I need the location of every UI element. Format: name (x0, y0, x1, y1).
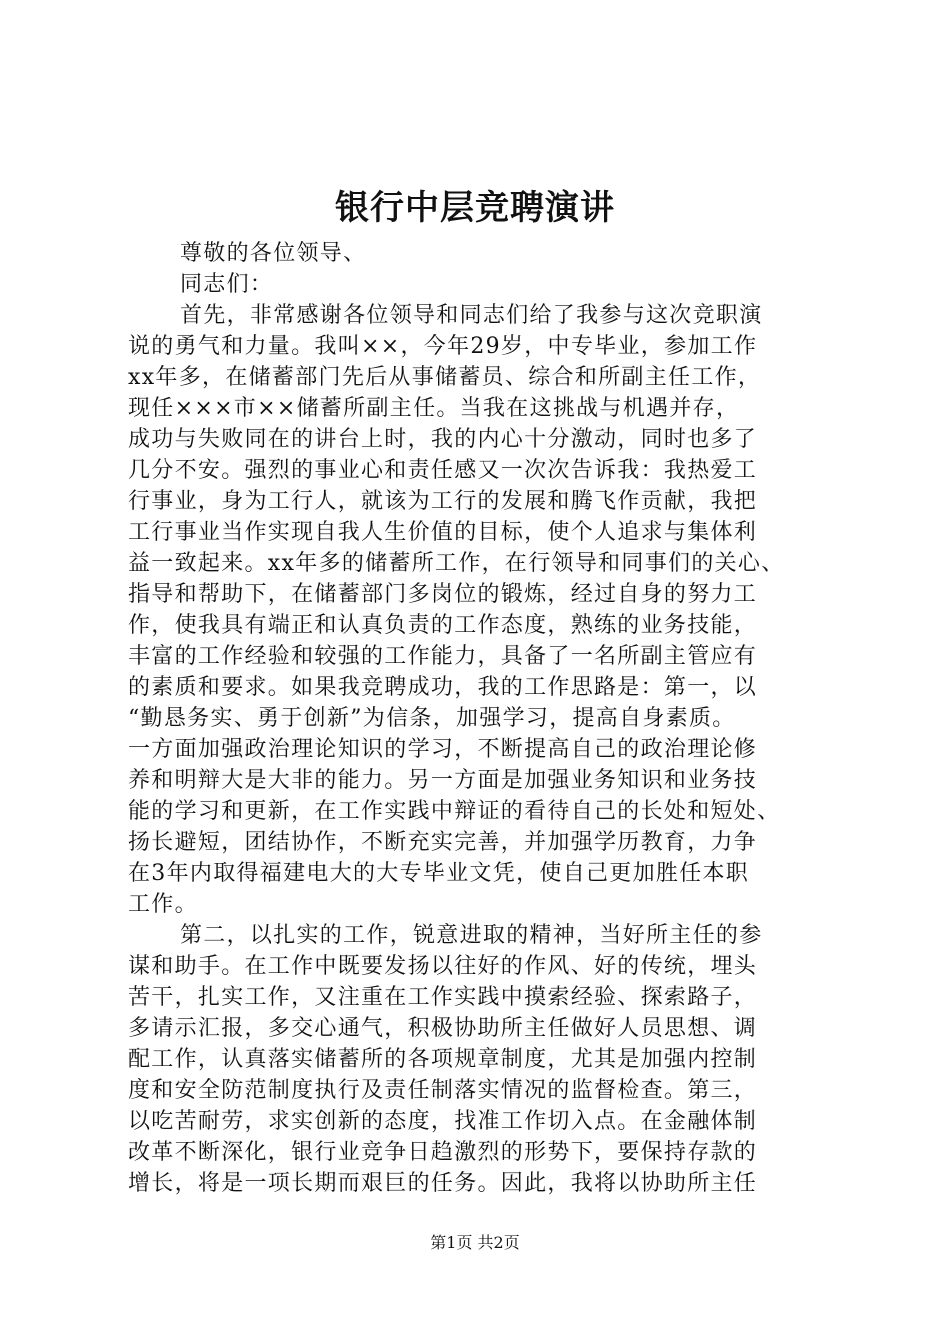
text-line: 尊敬的各位领导、 (180, 241, 367, 266)
text-line: 同志们： (180, 272, 274, 297)
text-line: 养和明辩大是大非的能力。另一方面是加强业务知识和业务技 (128, 768, 758, 793)
text-line: 成功与失败同在的讲台上时，我的内心十分激动，同时也多了 (128, 427, 758, 452)
text-line: 行事业，身为工行人，就该为工行的发展和腾飞作贡献，我把 (128, 489, 758, 514)
text-line: 丰富的工作经验和较强的工作能力，具备了一名所副主管应有 (128, 644, 758, 669)
text-line: 现任×××市××储蓄所副主任。当我在这挑战与机遇并存， (128, 396, 740, 421)
document-body (128, 238, 833, 1199)
text-line: 能的学习和更新，在工作实践中辩证的看待自己的长处和短处、 (128, 799, 781, 824)
text-line: 度和安全防范制度执行及责任制落实情况的监督检查。第三， (128, 1078, 758, 1103)
text-line: “勤恳务实、勇于创新”为信条，加强学习，提高自身素质。 (128, 706, 736, 731)
text-line: 第二，以扎实的工作，锐意进取的精神，当好所主任的参 (180, 923, 763, 948)
text-line: 工作。 (128, 892, 198, 917)
text-line: 首先，非常感谢各位领导和同志们给了我参与这次竞职演 (180, 303, 763, 328)
text-line: 多请示汇报，多交心通气，积极协助所主任做好人员思想、调 (128, 1016, 758, 1041)
text-line: 以吃苦耐劳，求实创新的态度，找准工作切入点。在金融体制 (128, 1109, 758, 1134)
text-line: 谋和助手。在工作中既要发扬以往好的作风、好的传统，埋头 (128, 954, 758, 979)
text-line: 作，使我具有端正和认真负责的工作态度，熟练的业务技能， (128, 613, 758, 638)
text-line: 扬长避短，团结协作，不断充实完善，并加强学历教育，力争 (128, 830, 758, 855)
text-line: 在3年内取得福建电大的大专毕业文凭，使自己更加胜任本职 (128, 861, 750, 886)
text-line: 益一致起来。xx年多的储蓄所工作，在行领导和同事们的关心、 (128, 551, 785, 576)
text-line: 的素质和要求。如果我竞聘成功，我的工作思路是：第一，以 (128, 675, 758, 700)
text-line: 指导和帮助下，在储蓄部门多岗位的锻炼，经过自身的努力工 (128, 582, 758, 607)
text-line: 说的勇气和力量。我叫××，今年29岁，中专毕业，参加工作 (128, 334, 758, 359)
document-title: 银行中层竞聘演讲 (335, 188, 615, 228)
text-line: 增长，将是一项长期而艰巨的任务。因此，我将以协助所主任 (128, 1171, 758, 1196)
text-line: 一方面加强政治理论知识的学习，不断提高自己的政治理论修 (128, 737, 758, 762)
text-line: 工行事业当作实现自我人生价值的目标，使个人追求与集体利 (128, 520, 758, 545)
text-line: 苦干，扎实工作，又注重在工作实践中摸索经验、探索路子， (128, 985, 758, 1010)
text-line: 配工作，认真落实储蓄所的各项规章制度，尤其是加强内控制 (128, 1047, 758, 1072)
text-line: 改革不断深化，银行业竞争日趋激烈的形势下，要保持存款的 (128, 1140, 758, 1165)
text-line: xx年多，在储蓄部门先后从事储蓄员、综合和所副主任工作， (128, 365, 762, 390)
text-line: 几分不安。强烈的事业心和责任感又一次次告诉我：我热爱工 (128, 458, 758, 483)
page-footer: 第1页 共2页 (430, 1233, 520, 1252)
